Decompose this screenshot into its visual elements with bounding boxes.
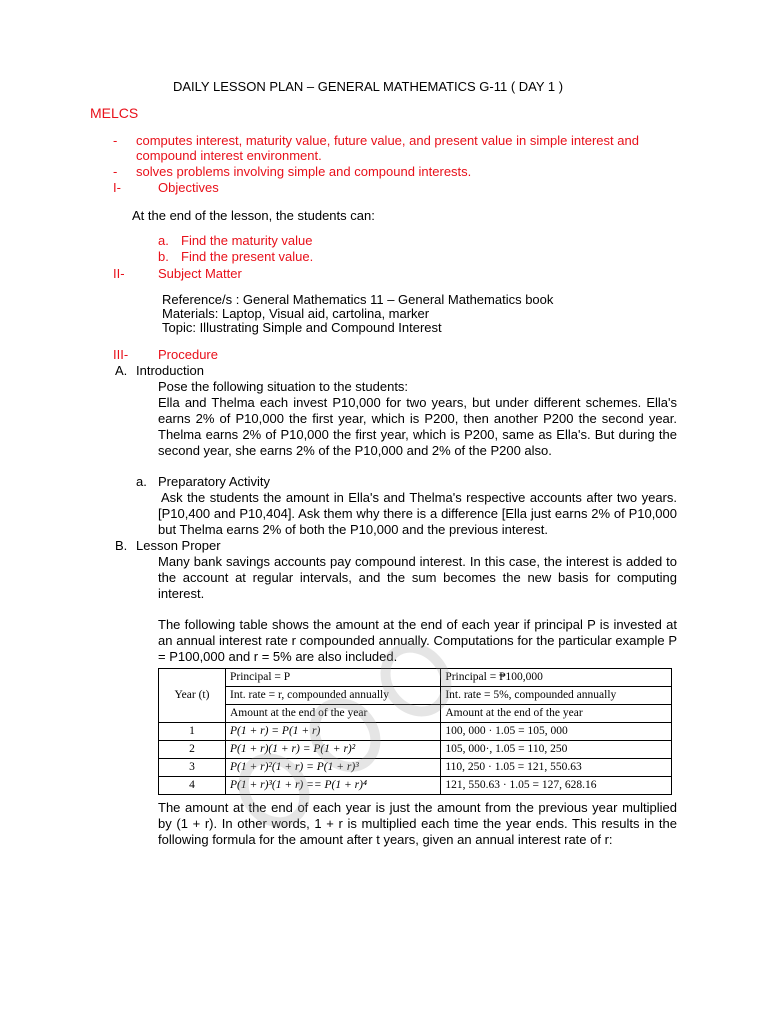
preparatory-text: Ask the students the amount in Ella's and Thelma's respective accounts after two years. [P10,400 and P10,404]. Ask them why there is a difference [Ella just earns 2% of P10,000 but Thelma earns 2% of both the P10,000 and the previous interest.: [158, 490, 677, 537]
preparatory-marker: a.: [136, 474, 147, 489]
objective-a-marker: a.: [158, 233, 169, 248]
procedure-numeral: III-: [113, 347, 129, 362]
melcs-bullet-2: -: [113, 164, 118, 179]
objectives-intro: At the end of the lesson, the students can:: [132, 208, 375, 223]
objectives-heading: Objectives: [158, 180, 219, 195]
procedure-heading: Procedure: [158, 347, 218, 362]
objective-b-text: Find the present value.: [181, 249, 314, 264]
year-cell: 3: [159, 759, 226, 777]
subject-matter-numeral: II-: [113, 266, 125, 281]
formula-cell: P(1 + r) = P(1 + r): [226, 723, 441, 741]
lesson-proper-marker: B.: [115, 538, 128, 553]
formula-cell: P(1 + r)(1 + r) = P(1 + r)²: [226, 741, 441, 759]
melcs-item-1-line2: compound interest environment.: [136, 148, 322, 163]
col2-amount: Amount at the end of the year: [441, 705, 672, 723]
lesson-proper-para-1: Many bank savings accounts pay compound interest. In this case, the interest is added to the account at regular intervals, and the sum becomes the new basis for computing interest.: [158, 554, 677, 601]
calc-cell: 110, 250 · 1.05 = 121, 550.63: [441, 759, 672, 777]
col1-rate: Int. rate = r, compounded annually: [226, 687, 441, 705]
melcs-heading: MELCS: [90, 105, 139, 121]
subject-reference: Reference/s : General Mathematics 11 – General Mathematics book: [162, 292, 554, 307]
lesson-proper-heading: Lesson Proper: [136, 538, 221, 553]
objective-b-marker: b.: [158, 249, 169, 264]
calc-cell: 121, 550.63 · 1.05 = 127, 628.16: [441, 777, 672, 795]
calc-cell: 105, 000·, 1.05 = 110, 250: [441, 741, 672, 759]
year-header: Year (t): [159, 669, 226, 723]
year-cell: 2: [159, 741, 226, 759]
formula-cell: P(1 + r)²(1 + r) = P(1 + r)³: [226, 759, 441, 777]
year-cell: 4: [159, 777, 226, 795]
lesson-proper-para-2: The following table shows the amount at the end of each year if principal P is invested at an annual interest rate r compounded annually. Computations for the particular example P = P100,000 and r = 5% are also included.: [158, 617, 677, 664]
melcs-item-1-line1: computes interest, maturity value, future value, and present value in simple interest and: [136, 133, 639, 148]
introduction-pose: Pose the following situation to the students:: [158, 379, 409, 394]
melcs-item-2: solves problems involving simple and compound interests.: [136, 164, 472, 179]
subject-matter-heading: Subject Matter: [158, 266, 242, 281]
melcs-bullet-1: -: [113, 133, 118, 148]
objectives-numeral: I-: [113, 180, 121, 195]
calc-cell: 100, 000 · 1.05 = 105, 000: [441, 723, 672, 741]
subject-materials: Materials: Laptop, Visual aid, cartolina, marker: [162, 306, 430, 321]
col1-principal: Principal = P: [226, 669, 441, 687]
introduction-heading: Introduction: [136, 363, 204, 378]
page-title: DAILY LESSON PLAN – GENERAL MATHEMATICS G-11 ( DAY 1 ): [173, 79, 564, 94]
introduction-situation: Ella and Thelma each invest P10,000 for two years, but under different schemes. Ella's earns 2% of P10,000 the first year, which is P200, then another P200 the second year. Thelma earns 2% of P10,000 the first year, which is P200, same as Ella's. But during the second year, she earns 2% of the P10,000 and 2% of the P200 also.: [158, 395, 677, 458]
preparatory-heading: Preparatory Activity: [158, 474, 270, 489]
col2-rate: Int. rate = 5%, compounded annually: [441, 687, 672, 705]
col2-principal: Principal = ₱100,000: [441, 669, 672, 687]
subject-topic: Topic: Illustrating Simple and Compound Interest: [162, 320, 442, 335]
formula-cell: P(1 + r)³(1 + r) == P(1 + r)⁴: [226, 777, 441, 795]
lesson-proper-para-3: The amount at the end of each year is just the amount from the previous year multiplied by (1 + r). In other words, 1 + r is multiplied each time the year ends. This results in the following formula for the amount after t years, given an annual interest rate of r:: [158, 800, 677, 847]
introduction-marker: A.: [115, 363, 128, 378]
table-row: [159, 741, 672, 759]
year-cell: 1: [159, 723, 226, 741]
objective-a-text: Find the maturity value: [181, 233, 313, 248]
col1-amount: Amount at the end of the year: [226, 705, 441, 723]
